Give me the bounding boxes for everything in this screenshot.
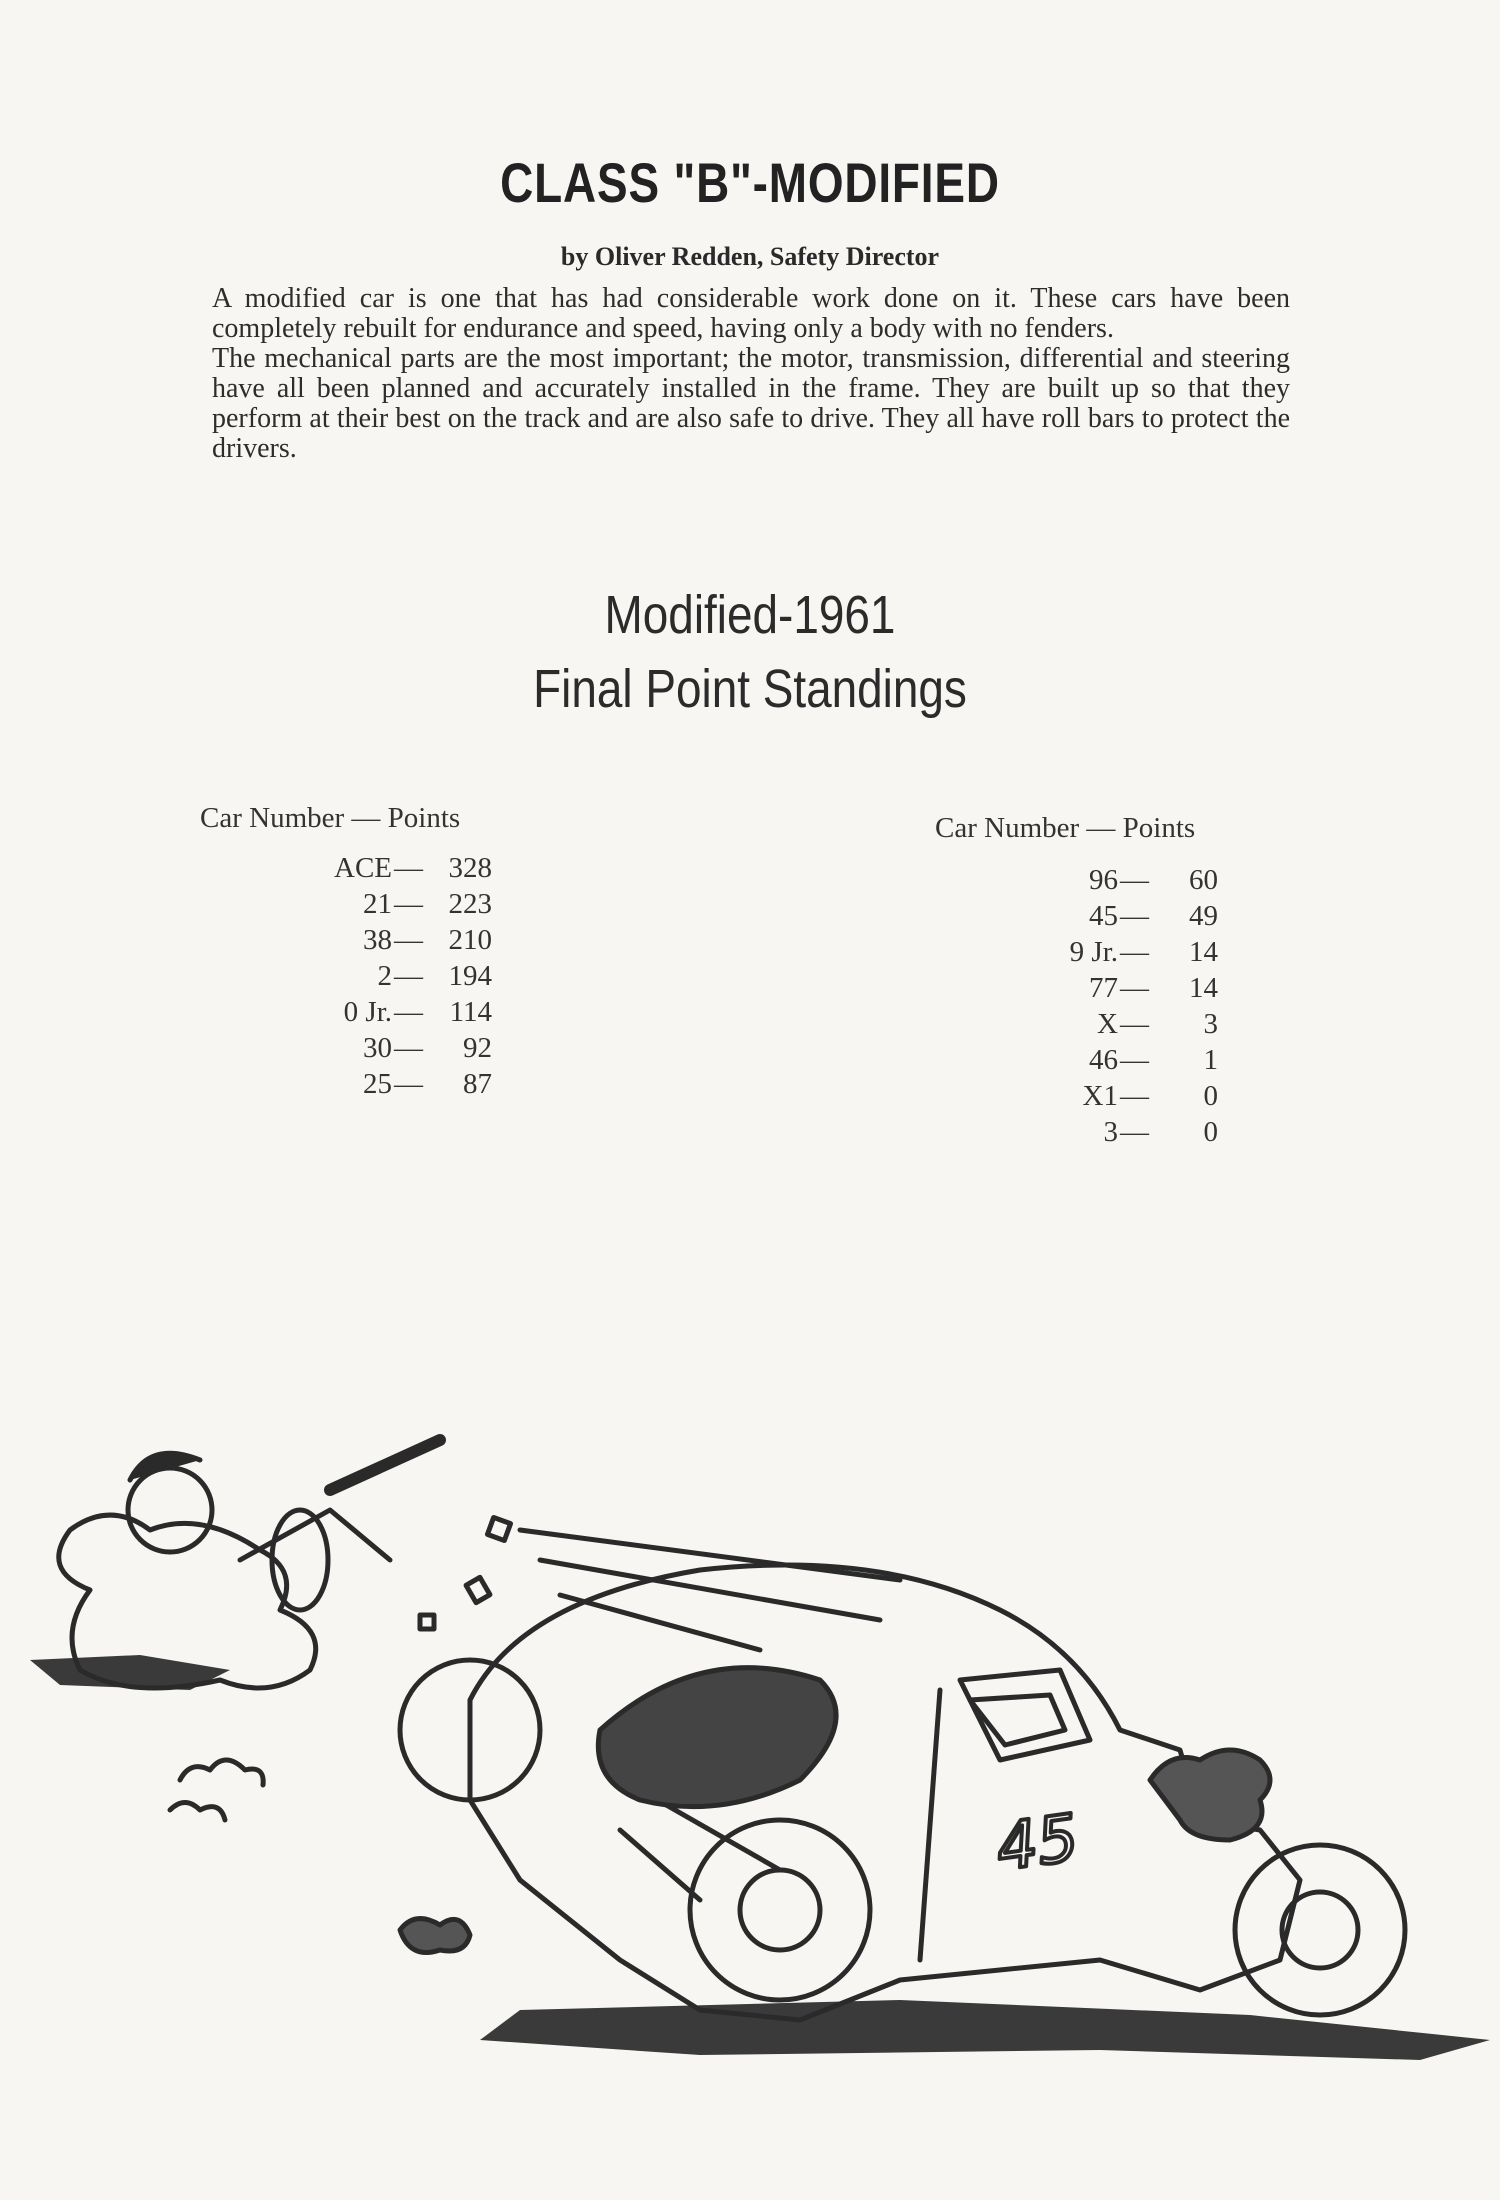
car-number: 3 <box>1103 1116 1118 1148</box>
left-standings-row <box>300 886 560 922</box>
dash-separator: — <box>394 852 423 884</box>
dash-separator: — <box>1120 900 1149 932</box>
right-standings-row <box>1030 1006 1260 1042</box>
rear-wheel-hub <box>740 1870 820 1950</box>
car-number: 46 <box>1089 1044 1118 1076</box>
right-standings-row <box>1030 1078 1260 1114</box>
driver-head <box>128 1468 212 1552</box>
debris-2 <box>466 1577 490 1602</box>
car-window-inner <box>970 1695 1065 1745</box>
dash-separator: — <box>394 996 423 1028</box>
left-standings-row <box>300 1066 560 1102</box>
dash-separator: — <box>1120 936 1149 968</box>
right-standings-row <box>1030 1114 1260 1150</box>
page-title: CLASS "B"-MODIFIED <box>500 151 1000 214</box>
left-standings-row <box>300 958 560 994</box>
car-number: 0 Jr. <box>343 996 392 1028</box>
dash-separator: — <box>1120 1044 1149 1076</box>
right-standings-row <box>1030 898 1260 934</box>
dash-separator: — <box>394 888 423 920</box>
dash-separator: — <box>1120 1080 1149 1112</box>
standings-title-line1: Modified-1961 <box>604 585 896 645</box>
left-standings-row <box>300 994 560 1030</box>
car-number: 21 <box>363 888 392 920</box>
car-number: 77 <box>1089 972 1118 1004</box>
front-wheel-hub <box>1282 1892 1358 1968</box>
points-value: 14 <box>1189 972 1218 1004</box>
front-wheel <box>1235 1845 1405 2015</box>
speed-line-1 <box>520 1530 900 1580</box>
standings-title <box>0 578 1500 726</box>
dust-puff-2 <box>170 1803 225 1821</box>
car-number: X <box>1097 1008 1118 1040</box>
ground-shadow-right <box>480 2000 1490 2060</box>
dash-separator: — <box>394 924 423 956</box>
standings-title-line2: Final Point Standings <box>533 659 967 719</box>
points-value: 194 <box>448 960 492 992</box>
left-standings-row <box>300 922 560 958</box>
car-number: 25 <box>363 1068 392 1100</box>
points-value: 0 <box>1203 1116 1218 1148</box>
points-value: 3 <box>1203 1008 1218 1040</box>
right-standings-row <box>1030 934 1260 970</box>
door-line <box>920 1690 940 1960</box>
car-number: 45 <box>1089 900 1118 932</box>
debris-1 <box>487 1517 510 1540</box>
speed-line-5 <box>620 1830 700 1900</box>
points-value: 60 <box>1189 864 1218 896</box>
points-value: 49 <box>1189 900 1218 932</box>
left-column-header: Car Number — Points <box>200 802 461 834</box>
car-number: 2 <box>377 960 392 992</box>
rear-wheel <box>690 1820 870 2000</box>
dust-cloud <box>400 1919 470 1953</box>
left-standings-row <box>300 1030 560 1066</box>
right-standings-row <box>1030 1042 1260 1078</box>
points-value: 328 <box>448 852 492 884</box>
points-value: 114 <box>449 996 492 1028</box>
points-value: 0 <box>1203 1080 1218 1112</box>
car-engine <box>1150 1750 1270 1840</box>
dash-separator: — <box>394 1032 423 1064</box>
dash-separator: — <box>1120 1116 1149 1148</box>
driver-hair <box>130 1453 200 1480</box>
points-value: 14 <box>1189 936 1218 968</box>
car-number: 9 Jr. <box>1069 936 1118 968</box>
dash-separator: — <box>1120 1008 1149 1040</box>
car-number: 30 <box>363 1032 392 1064</box>
car-number: 96 <box>1089 864 1118 896</box>
article-body <box>212 284 1290 464</box>
byline: by Oliver Redden, Safety Director <box>560 242 940 271</box>
left-standings-row <box>300 850 560 886</box>
dash-separator: — <box>394 960 423 992</box>
race-car-cartoon <box>0 1400 1500 2160</box>
points-value: 223 <box>448 888 492 920</box>
dash-separator: — <box>1120 972 1149 1004</box>
car-number: X1 <box>1082 1080 1118 1112</box>
points-value: 1 <box>1203 1044 1218 1076</box>
right-standings-row <box>1030 970 1260 1006</box>
steering-column <box>330 1440 440 1490</box>
speed-line-3 <box>560 1595 760 1650</box>
debris-3 <box>420 1615 434 1629</box>
points-value: 87 <box>463 1068 492 1100</box>
paragraph-1: A modified car is one that has had considerable work done on it. These cars have been completely rebuilt for endurance and speed, having only a body with no fenders. <box>212 283 1290 344</box>
points-value: 210 <box>448 924 492 956</box>
car-number: 38 <box>363 924 392 956</box>
paragraph-2: The mechanical parts are the most important; the motor, transmission, differential and steering have all been planned and accurately installed in the frame. They are built up so that they perform at their best on the track and are also safe to drive. They all have roll bars to protect the drivers. <box>212 343 1290 464</box>
flying-panel <box>598 1668 836 1807</box>
right-column-header: Car Number — Points <box>935 812 1196 844</box>
dust-puff-1 <box>180 1760 263 1785</box>
car-number: 45 <box>991 1801 1083 1886</box>
right-standings-row <box>1030 862 1260 898</box>
dash-separator: — <box>1120 864 1149 896</box>
dash-separator: — <box>394 1068 423 1100</box>
points-value: 92 <box>463 1032 492 1064</box>
car-number: ACE <box>334 852 392 884</box>
